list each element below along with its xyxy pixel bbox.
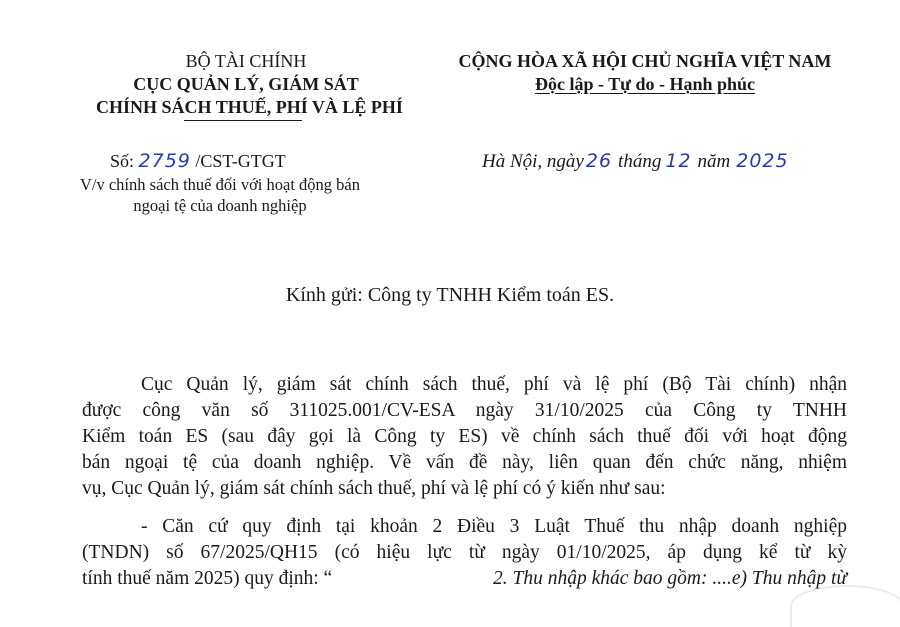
paragraph-line: được công văn số 311025.001/CV-ESA ngày 31/10/2025 của Công ty TNHH — [82, 400, 847, 421]
legal-text-quote: 2. Thu nhập khác bao gồm: ....e) Thu nhập từ — [492, 568, 847, 589]
handwritten-month: 12 — [665, 150, 692, 172]
recipient: Kính gửi: Công ty TNHH Kiểm toán ES. — [285, 284, 615, 306]
paragraph-line: bán ngoại tệ của doanh nghiệp. Về vấn đề này, liên quan đến chức năng, nhiệm — [82, 452, 847, 473]
paragraph-line: (TNDN) số 67/2025/QH15 (có hiệu lực từ ngày 01/10/2025, áp dụng kể từ kỳ — [82, 542, 847, 563]
paragraph-line: Kiểm toán ES (sau đây gọi là Công ty ES) về chính sách thuế đối với hoạt động — [82, 426, 847, 447]
document-subject — [30, 174, 410, 216]
date-prefix: Hà Nội, ngày — [482, 151, 584, 172]
handwritten-number: 2759 — [138, 150, 191, 172]
header-underline — [184, 120, 302, 121]
paragraph-legal-basis — [82, 514, 847, 604]
document-number — [110, 150, 286, 173]
paragraph-line: vụ, Cục Quản lý, giám sát chính sách thuế, phí và lệ phí có ý kiến như sau: — [82, 478, 666, 499]
subject-line1: V/v chính sách thuế đối với hoạt động bán — [79, 175, 360, 194]
month-label: tháng — [618, 151, 662, 172]
department-name-line1: CỤC QUẢN LÝ, GIÁM SÁT — [133, 74, 359, 94]
national-header — [410, 50, 880, 96]
department-name-line2: CHÍNH SÁCH THUẾ, PHÍ VÀ LỆ PHÍ — [96, 96, 403, 119]
national-motto: Độc lập - Tự do - Hạnh phúc — [534, 74, 756, 94]
issuing-agency — [96, 50, 403, 119]
paragraph-intro — [82, 372, 847, 502]
legal-text-normal: tính thuế năm 2025) quy định: “ — [82, 568, 333, 589]
paragraph-line: Cục Quản lý, giám sát chính sách thuế, phí và lệ phí (Bộ Tài chính) nhận — [141, 374, 847, 395]
handwritten-year: 2025 — [736, 150, 789, 172]
year-label: năm — [697, 151, 731, 172]
nation-name: CỘNG HÒA XÃ HỘI CHỦ NGHĨA VIỆT NAM — [458, 51, 832, 71]
stamp-mark — [790, 585, 900, 627]
number-label: Số: — [110, 151, 135, 171]
issue-date — [482, 150, 789, 173]
ministry-name: BỘ TÀI CHÍNH — [185, 51, 307, 71]
handwritten-day: 26 — [585, 150, 613, 172]
number-suffix: /CST-GTGT — [195, 151, 286, 171]
paragraph-line — [82, 566, 847, 591]
subject-line2: ngoại tệ của doanh nghiệp — [133, 196, 307, 215]
paragraph-line: - Căn cứ quy định tại khoản 2 Điều 3 Luật Thuế thu nhập doanh nghiệp — [141, 516, 847, 537]
